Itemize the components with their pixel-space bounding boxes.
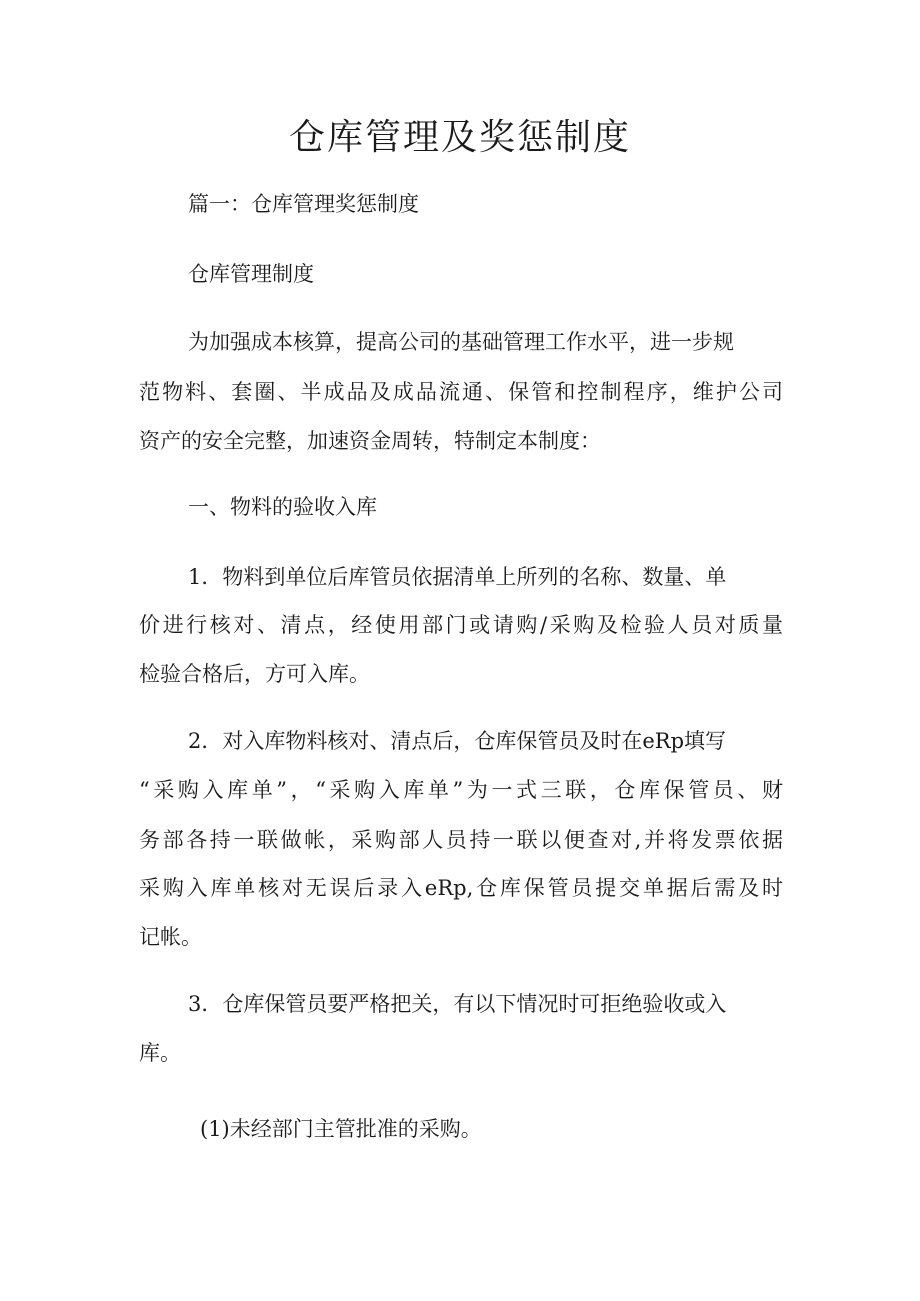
- item2-line-5: 记帐。: [139, 925, 202, 949]
- section-heading: 仓库管理制度: [188, 262, 314, 286]
- intro-line-2: 范物料、套圈、半成品及成品流通、保管和控制程序，维护公司: [139, 380, 783, 404]
- item3-line-2: 库。: [139, 1041, 181, 1065]
- item3-line-1: 3．仓库保管员要严格把关，有以下情况时可拒绝验收或入: [188, 992, 727, 1016]
- item1-line-3: 检验合格后，方可入库。: [139, 662, 370, 686]
- document-title: 仓库管理及奖惩制度: [288, 117, 631, 158]
- intro-line-1: 为加强成本核算，提高公司的基础管理工作水平，进一步规: [188, 330, 734, 354]
- item2-line-2: “采购入库单”，“采购入库单”为一式三联，仓库保管员、财: [139, 778, 783, 802]
- subtitle: 篇一：仓库管理奖惩制度: [188, 192, 419, 216]
- sub-item-1: (1)未经部门主管批准的采购。: [200, 1117, 482, 1141]
- item1-line-2: 价进行核对、清点，经使用部门或请购/采购及检验人员对质量: [139, 613, 783, 637]
- item2-line-4: 采购入库单核对无误后录入eRp,仓库保管员提交单据后需及时: [139, 876, 783, 900]
- item2-line-1: 2．对入库物料核对、清点后，仓库保管员及时在eRp填写: [188, 729, 727, 753]
- intro-line-3: 资产的安全完整，加速资金周转，特制定本制度：: [139, 429, 601, 453]
- item2-line-3: 务部各持一联做帐，采购部人员持一联以便查对,并将发票依据: [139, 828, 783, 852]
- item1-line-1: 1．物料到单位后库管员依据清单上所列的名称、数量、单: [188, 565, 727, 589]
- section-one-heading: 一、物料的验收入库: [188, 495, 377, 519]
